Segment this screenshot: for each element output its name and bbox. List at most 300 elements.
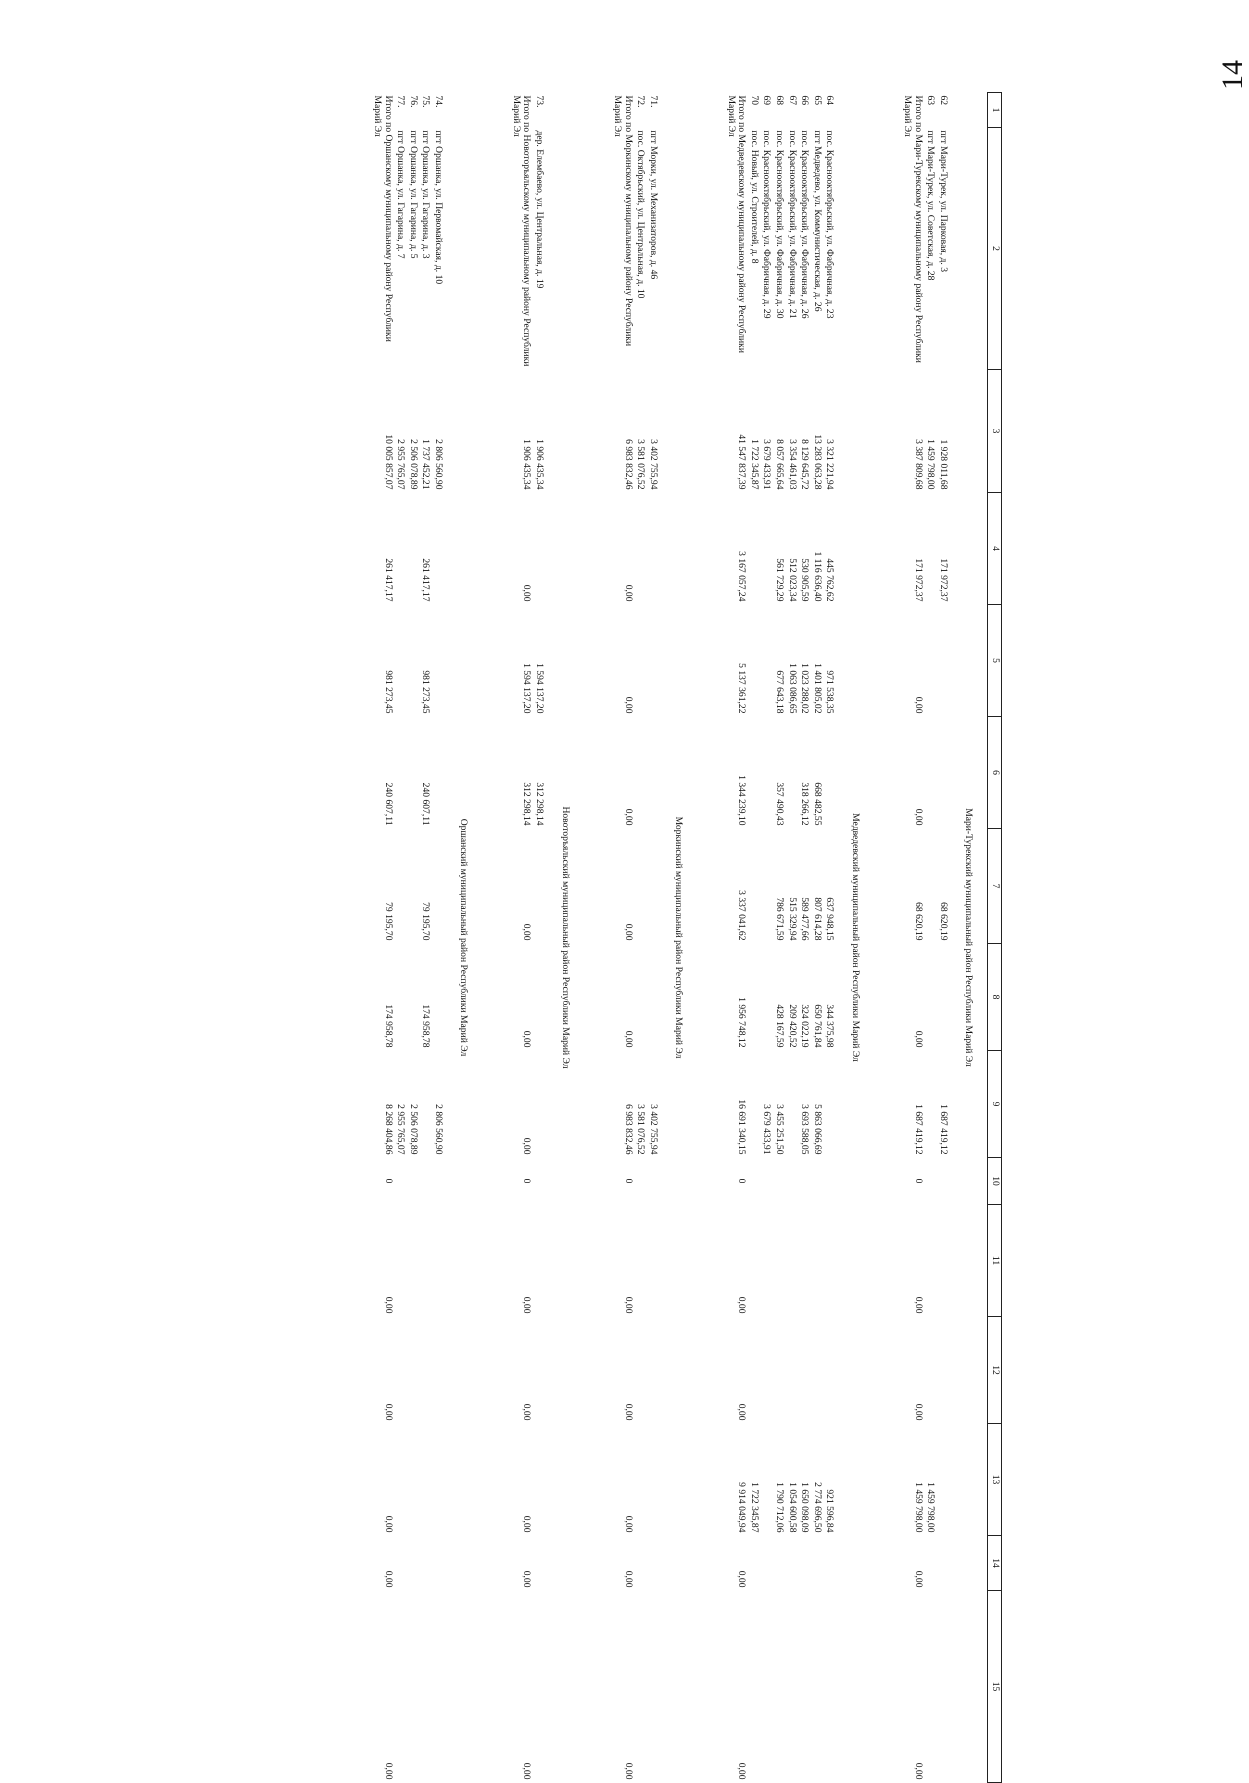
value-cell	[823, 717, 836, 829]
value-cell	[924, 717, 937, 829]
subtotal-value: 8 268 404,86	[382, 1104, 394, 1155]
value-cell	[760, 493, 773, 605]
value-cell: 1 737 452,21	[420, 439, 432, 490]
subtotal-value: 0,00	[912, 1570, 924, 1588]
value-cell	[419, 1205, 432, 1317]
subtotal-value: 0,00	[622, 923, 634, 941]
value-cell	[406, 605, 419, 717]
column-header: 13	[988, 1424, 1002, 1536]
value-cell	[394, 1536, 407, 1591]
subtotal-value: 0,00	[912, 1762, 924, 1780]
region-header-row	[659, 93, 698, 1783]
value-cell	[823, 1317, 836, 1424]
value-cell	[760, 1424, 773, 1536]
row-number: 66	[799, 95, 811, 106]
subtotal-value: 0,00	[521, 1515, 533, 1533]
column-header: 9	[988, 1051, 1002, 1158]
value-cell: 677 643,18	[773, 670, 785, 714]
value-cell	[936, 944, 949, 1051]
value-cell: 1 063 086,65	[786, 663, 798, 714]
value-cell: 3 402 755,94	[647, 439, 659, 490]
column-header: 3	[988, 370, 1002, 493]
value-cell	[747, 605, 760, 717]
value-cell	[760, 717, 773, 829]
value-cell	[431, 1317, 444, 1424]
value-cell: 561 729,29	[773, 558, 785, 602]
value-cell: 8 129 645,72	[799, 439, 811, 490]
value-cell	[431, 717, 444, 829]
value-cell	[760, 829, 773, 944]
value-cell	[823, 1205, 836, 1317]
subtotal-value: 6 983 832,46	[622, 1104, 634, 1155]
value-cell	[747, 1317, 760, 1424]
row-number: 63	[925, 95, 937, 106]
region-name: Новоторъяльский муниципальный район Республики Марий Эл	[559, 806, 571, 1069]
subtotal-value: 0,00	[622, 1515, 634, 1533]
value-cell	[406, 717, 419, 829]
subtotal-value: 0	[382, 1178, 394, 1184]
value-cell: 445 762,62	[824, 558, 836, 602]
column-header: 15	[988, 1591, 1002, 1783]
value-cell	[532, 1591, 545, 1783]
value-cell	[406, 1424, 419, 1536]
value-cell	[798, 1536, 811, 1591]
subtotal-value: 0,00	[622, 1570, 634, 1588]
table-row	[785, 93, 798, 1783]
subtotal-value: 1 459 798,00	[912, 1482, 924, 1533]
value-cell: 650 761,84	[811, 1004, 823, 1048]
value-cell	[532, 493, 545, 605]
subtotal-value: 0	[912, 1178, 924, 1184]
value-cell	[747, 1205, 760, 1317]
table-row	[924, 93, 937, 1783]
row-number: 70	[748, 95, 760, 106]
column-header: 4	[988, 493, 1002, 605]
table-body	[344, 93, 988, 1783]
value-cell	[394, 1205, 407, 1317]
value-cell: 1 459 798,00	[925, 439, 937, 490]
value-cell	[394, 829, 407, 944]
address-cell: пос. Краснооктябрьский, ул. Фабричная, д. 21	[786, 130, 798, 319]
value-cell	[406, 1158, 419, 1205]
subtotal-value: 171 972,37	[912, 558, 924, 602]
value-cell: 324 022,19	[799, 1004, 811, 1048]
table-row	[406, 93, 419, 1783]
value-cell	[431, 1424, 444, 1536]
value-cell	[798, 1205, 811, 1317]
value-cell	[747, 944, 760, 1051]
value-cell	[772, 1536, 785, 1591]
value-cell	[634, 493, 647, 605]
row-number: 72.	[635, 95, 647, 108]
column-number-row	[988, 93, 1002, 1783]
column-header: 2	[988, 128, 1002, 370]
value-cell: 1 459 798,00	[925, 1482, 937, 1533]
subtotal-value: 0,00	[382, 1762, 394, 1780]
value-cell	[747, 717, 760, 829]
value-cell	[924, 1536, 937, 1591]
value-cell	[431, 1205, 444, 1317]
value-cell	[747, 493, 760, 605]
value-cell: 1 116 636,40	[811, 551, 823, 602]
value-cell: 1 054 600,58	[786, 1482, 798, 1533]
subtotal-value: 0,00	[622, 808, 634, 826]
value-cell: 171 972,37	[937, 558, 949, 602]
value-cell	[760, 944, 773, 1051]
table-row	[394, 93, 407, 1783]
column-header: 10	[988, 1158, 1002, 1205]
value-cell	[419, 1424, 432, 1536]
subtotal-value: 0,00	[736, 1296, 748, 1314]
value-cell	[646, 1205, 659, 1317]
table-row	[532, 93, 545, 1783]
value-cell	[760, 1536, 773, 1591]
value-cell	[646, 605, 659, 717]
value-cell	[646, 1536, 659, 1591]
value-cell: 1 650 098,09	[799, 1482, 811, 1533]
value-cell	[936, 717, 949, 829]
address-cell: пос. Краснооктябрьский, ул. Фабричная, д. 26	[799, 130, 811, 319]
value-cell: 8 057 665,64	[773, 439, 785, 490]
value-cell: 428 167,59	[773, 1004, 785, 1048]
value-cell	[772, 1591, 785, 1783]
value-cell	[532, 1424, 545, 1536]
value-cell	[532, 1536, 545, 1591]
value-cell: 68 620,19	[937, 902, 949, 941]
table-row	[936, 93, 949, 1783]
subtotal-value: 1 956 748,12	[736, 997, 748, 1048]
subtotal-label: Итого по Оршанскому муниципальному району Республики Марий Эл	[372, 95, 394, 342]
value-cell	[394, 717, 407, 829]
subtotal-value: 1 594 137,20	[521, 663, 533, 714]
value-cell: 1 928 011,68	[937, 439, 949, 490]
value-cell	[936, 605, 949, 717]
row-number: 76.	[407, 95, 419, 108]
value-cell	[810, 1158, 823, 1205]
address-cell: пгт Оршанка, ул. Гагарина, д. 5	[407, 130, 419, 259]
address-cell: пгт Оршанка, ул. Гагарина, д. 3	[420, 130, 432, 259]
subtotal-value: 10 005 857,07	[382, 434, 394, 490]
address-cell: пос. Краснооктябрьский, ул. Фабричная, д. 30	[773, 130, 785, 319]
table-row	[646, 93, 659, 1783]
value-cell	[785, 717, 798, 829]
value-cell: 981 273,45	[420, 670, 432, 714]
value-cell	[785, 1536, 798, 1591]
value-cell: 3 321 221,94	[824, 439, 836, 490]
row-number: 67	[786, 95, 798, 106]
table-row	[810, 93, 823, 1783]
value-cell	[785, 1051, 798, 1158]
subtotal-value: 0,00	[622, 1030, 634, 1048]
value-cell	[924, 493, 937, 605]
value-cell	[747, 1158, 760, 1205]
value-cell: 357 490,43	[773, 782, 785, 826]
value-cell	[760, 1205, 773, 1317]
value-cell	[646, 1317, 659, 1424]
value-cell	[924, 829, 937, 944]
value-cell	[772, 1317, 785, 1424]
subtotal-value: 0,00	[736, 1762, 748, 1780]
value-cell: 79 195,70	[420, 902, 432, 941]
address-cell: пгт Морки, ул. Механизаторов, д. 46	[647, 130, 659, 280]
value-cell	[532, 829, 545, 944]
value-cell: 1 722 345,87	[748, 1482, 760, 1533]
value-cell	[924, 1205, 937, 1317]
value-cell	[810, 1536, 823, 1591]
value-cell	[532, 1051, 545, 1158]
region-name: Медведевский муниципальный район Республики Марий Эл	[849, 813, 861, 1062]
value-cell: 515 329,94	[786, 897, 798, 941]
subtotal-value: 16 691 340,15	[736, 1099, 748, 1155]
value-cell: 3 693 588,05	[799, 1104, 811, 1155]
subtotal-label: Итого по Моркинскому муниципальному району Республики Марий Эл	[612, 95, 634, 347]
subtotal-value: 1 687 419,12	[912, 1104, 924, 1155]
value-cell: 3 679 433,91	[761, 439, 773, 490]
value-cell: 5 863 066,69	[811, 1104, 823, 1155]
region-header-row	[949, 93, 988, 1783]
address-cell: пгт Оршанка, ул. Первомайская, д. 10	[432, 130, 444, 285]
subtotal-value: 0,00	[622, 584, 634, 602]
subtotal-value: 68 620,19	[912, 902, 924, 941]
table-row	[823, 93, 836, 1783]
value-cell	[532, 1317, 545, 1424]
value-cell: 1 687 419,12	[937, 1104, 949, 1155]
region-header-row	[835, 93, 874, 1783]
subtotal-value: 0,00	[521, 1403, 533, 1421]
region-header-row	[545, 93, 584, 1783]
value-cell	[924, 944, 937, 1051]
table-row	[431, 93, 444, 1783]
column-header: 8	[988, 944, 1002, 1051]
value-cell	[924, 1051, 937, 1158]
value-cell	[406, 493, 419, 605]
table-row	[798, 93, 811, 1783]
row-number: 65	[811, 95, 823, 106]
subtotal-value: 0,00	[521, 923, 533, 941]
value-cell	[747, 829, 760, 944]
subtotal-value: 0,00	[521, 1570, 533, 1588]
subtotal-value: 0,00	[736, 1403, 748, 1421]
value-cell	[924, 1317, 937, 1424]
value-cell	[406, 1591, 419, 1783]
value-cell: 13 283 063,28	[811, 434, 823, 490]
row-number: 73.	[533, 95, 545, 108]
subtotal-value: 5 137 361,22	[736, 663, 748, 714]
region-name: Мари-Турекский муниципальный район Республики Марий Эл	[963, 808, 975, 1067]
subtotal-value: 0,00	[912, 808, 924, 826]
region-header-row	[444, 93, 483, 1783]
subtotal-value: 0,00	[521, 1030, 533, 1048]
value-cell: 637 948,15	[824, 897, 836, 941]
value-cell: 1 023 288,02	[799, 663, 811, 714]
rotated-table-sheet	[192, 92, 1002, 1780]
value-cell	[747, 1051, 760, 1158]
value-cell: 1 594 137,20	[533, 663, 545, 714]
subtotal-row	[482, 93, 532, 1783]
value-cell	[936, 1205, 949, 1317]
value-cell	[823, 1591, 836, 1783]
value-cell	[760, 1317, 773, 1424]
value-cell	[760, 1591, 773, 1783]
value-cell	[394, 1317, 407, 1424]
value-cell	[634, 717, 647, 829]
subtotal-value: 0,00	[382, 1570, 394, 1588]
value-cell	[394, 493, 407, 605]
subtotal-value: 0	[622, 1178, 634, 1184]
subtotal-value: 0,00	[622, 1296, 634, 1314]
subtotal-value: 0,00	[382, 1403, 394, 1421]
value-cell	[431, 1158, 444, 1205]
value-cell	[394, 1158, 407, 1205]
value-cell: 3 581 076,52	[635, 1104, 647, 1155]
value-cell: 2 506 078,89	[407, 1104, 419, 1155]
address-cell: пгт Медведево, ул. Коммунистическая, д. 26	[811, 130, 823, 312]
value-cell	[419, 1591, 432, 1783]
address-cell: дер. Елембаево, ул. Центральная, д. 19	[533, 130, 545, 289]
subtotal-value: 312 298,14	[521, 782, 533, 826]
subtotal-value: 0,00	[382, 1296, 394, 1314]
value-cell: 3 679 433,91	[761, 1104, 773, 1155]
value-cell	[760, 1158, 773, 1205]
subtotal-value: 0,00	[382, 1515, 394, 1533]
value-cell	[646, 493, 659, 605]
value-cell	[823, 1158, 836, 1205]
value-cell	[634, 1205, 647, 1317]
value-cell: 3 354 461,03	[786, 439, 798, 490]
subtotal-value: 0,00	[622, 1403, 634, 1421]
value-cell	[747, 1536, 760, 1591]
region-name: Оршанский муниципальный район Республики Марий Эл	[458, 818, 470, 1057]
value-cell	[419, 1536, 432, 1591]
subtotal-value: 0,00	[912, 1296, 924, 1314]
value-cell	[823, 1536, 836, 1591]
value-cell: 209 420,52	[786, 1004, 798, 1048]
value-cell: 589 477,66	[799, 897, 811, 941]
value-cell: 261 417,17	[420, 558, 432, 602]
value-cell: 807 614,28	[811, 897, 823, 941]
page-number: 14	[1216, 60, 1249, 90]
address-cell: пос. Краснооктябрьский, ул. Фабричная, д. 23	[824, 130, 836, 319]
row-number: 71.	[647, 95, 659, 108]
value-cell	[406, 1317, 419, 1424]
value-cell: 3 455 251,50	[773, 1104, 785, 1155]
column-header: 6	[988, 717, 1002, 829]
value-cell: 2 774 696,50	[811, 1482, 823, 1533]
value-cell	[646, 944, 659, 1051]
column-header: 5	[988, 605, 1002, 717]
value-cell	[785, 1591, 798, 1783]
value-cell: 344 375,98	[824, 1004, 836, 1048]
value-cell	[634, 829, 647, 944]
address-cell: пгт Оршанка, ул. Гагарина, д. 7	[395, 130, 407, 259]
value-cell	[431, 493, 444, 605]
address-cell: пос. Краснооктябрьский, ул. Фабричная, д. 29	[761, 130, 773, 319]
value-cell: 668 482,55	[811, 782, 823, 826]
value-cell: 2 955 765,07	[395, 1104, 407, 1155]
subtotal-value: 0,00	[622, 696, 634, 714]
value-cell	[431, 944, 444, 1051]
table-row	[760, 93, 773, 1783]
subtotal-label: Итого по Мари-Турекскому муниципальному району Республики Марий Эл	[902, 95, 924, 363]
value-cell	[419, 1051, 432, 1158]
subtotal-label: Итого по Медведевскому муниципальному району Республики Марий Эл	[725, 95, 748, 353]
value-cell: 312 298,14	[533, 782, 545, 826]
value-cell	[406, 829, 419, 944]
subtotal-value: 0,00	[622, 1762, 634, 1780]
value-cell	[431, 1536, 444, 1591]
subtotal-value: 3 387 809,68	[912, 439, 924, 490]
subtotal-value: 0,00	[521, 584, 533, 602]
column-header: 1	[988, 93, 1002, 128]
value-cell	[646, 717, 659, 829]
value-cell	[406, 944, 419, 1051]
subtotal-value: 174 958,78	[382, 1004, 394, 1048]
subtotal-value: 0,00	[521, 1762, 533, 1780]
value-cell	[394, 1424, 407, 1536]
row-number: 77.	[395, 95, 407, 108]
value-cell: 2 955 765,07	[395, 439, 407, 490]
value-cell: 2 806 560,90	[432, 1104, 444, 1155]
subtotal-value: 981 273,45	[382, 670, 394, 714]
value-cell	[772, 1205, 785, 1317]
subtotal-row	[344, 93, 394, 1783]
table-row	[419, 93, 432, 1783]
value-cell	[634, 605, 647, 717]
subtotal-value: 1 344 239,10	[736, 775, 748, 826]
subtotal-value: 6 983 832,46	[622, 439, 634, 490]
value-cell	[798, 1158, 811, 1205]
subtotal-value: 79 195,70	[382, 902, 394, 941]
row-number: 68	[773, 95, 785, 106]
value-cell	[810, 1317, 823, 1424]
column-header: 11	[988, 1205, 1002, 1317]
value-cell: 3 402 755,94	[647, 1104, 659, 1155]
row-number: 64	[824, 95, 836, 106]
value-cell: 1 790 712,06	[773, 1482, 785, 1533]
value-cell	[747, 1591, 760, 1783]
table-row	[634, 93, 647, 1783]
value-cell: 174 958,78	[420, 1004, 432, 1048]
value-cell: 318 266,12	[799, 782, 811, 826]
value-cell	[924, 1158, 937, 1205]
value-cell	[634, 944, 647, 1051]
subtotal-value: 0,00	[521, 1296, 533, 1314]
value-cell	[798, 1317, 811, 1424]
subtotal-row	[584, 93, 634, 1783]
value-cell	[532, 1205, 545, 1317]
table-row	[772, 93, 785, 1783]
value-cell: 1 401 805,02	[811, 663, 823, 714]
value-cell: 921 596,84	[824, 1489, 836, 1533]
subtotal-value: 0,00	[912, 696, 924, 714]
value-cell	[823, 1051, 836, 1158]
value-cell	[634, 1536, 647, 1591]
value-cell	[924, 605, 937, 717]
value-cell	[646, 829, 659, 944]
address-cell: пгт Мари-Турек, ул. Парковая, д. 3	[937, 130, 949, 273]
value-cell	[532, 944, 545, 1051]
subtotal-value: 1 906 435,34	[521, 439, 533, 490]
subtotal-value: 0,00	[736, 1570, 748, 1588]
subtotal-value: 0,00	[912, 1403, 924, 1421]
column-header: 7	[988, 829, 1002, 944]
value-cell	[394, 605, 407, 717]
value-cell	[634, 1591, 647, 1783]
value-cell: 1 906 435,34	[533, 439, 545, 490]
value-cell	[785, 1158, 798, 1205]
value-cell	[810, 1205, 823, 1317]
value-cell	[646, 1158, 659, 1205]
